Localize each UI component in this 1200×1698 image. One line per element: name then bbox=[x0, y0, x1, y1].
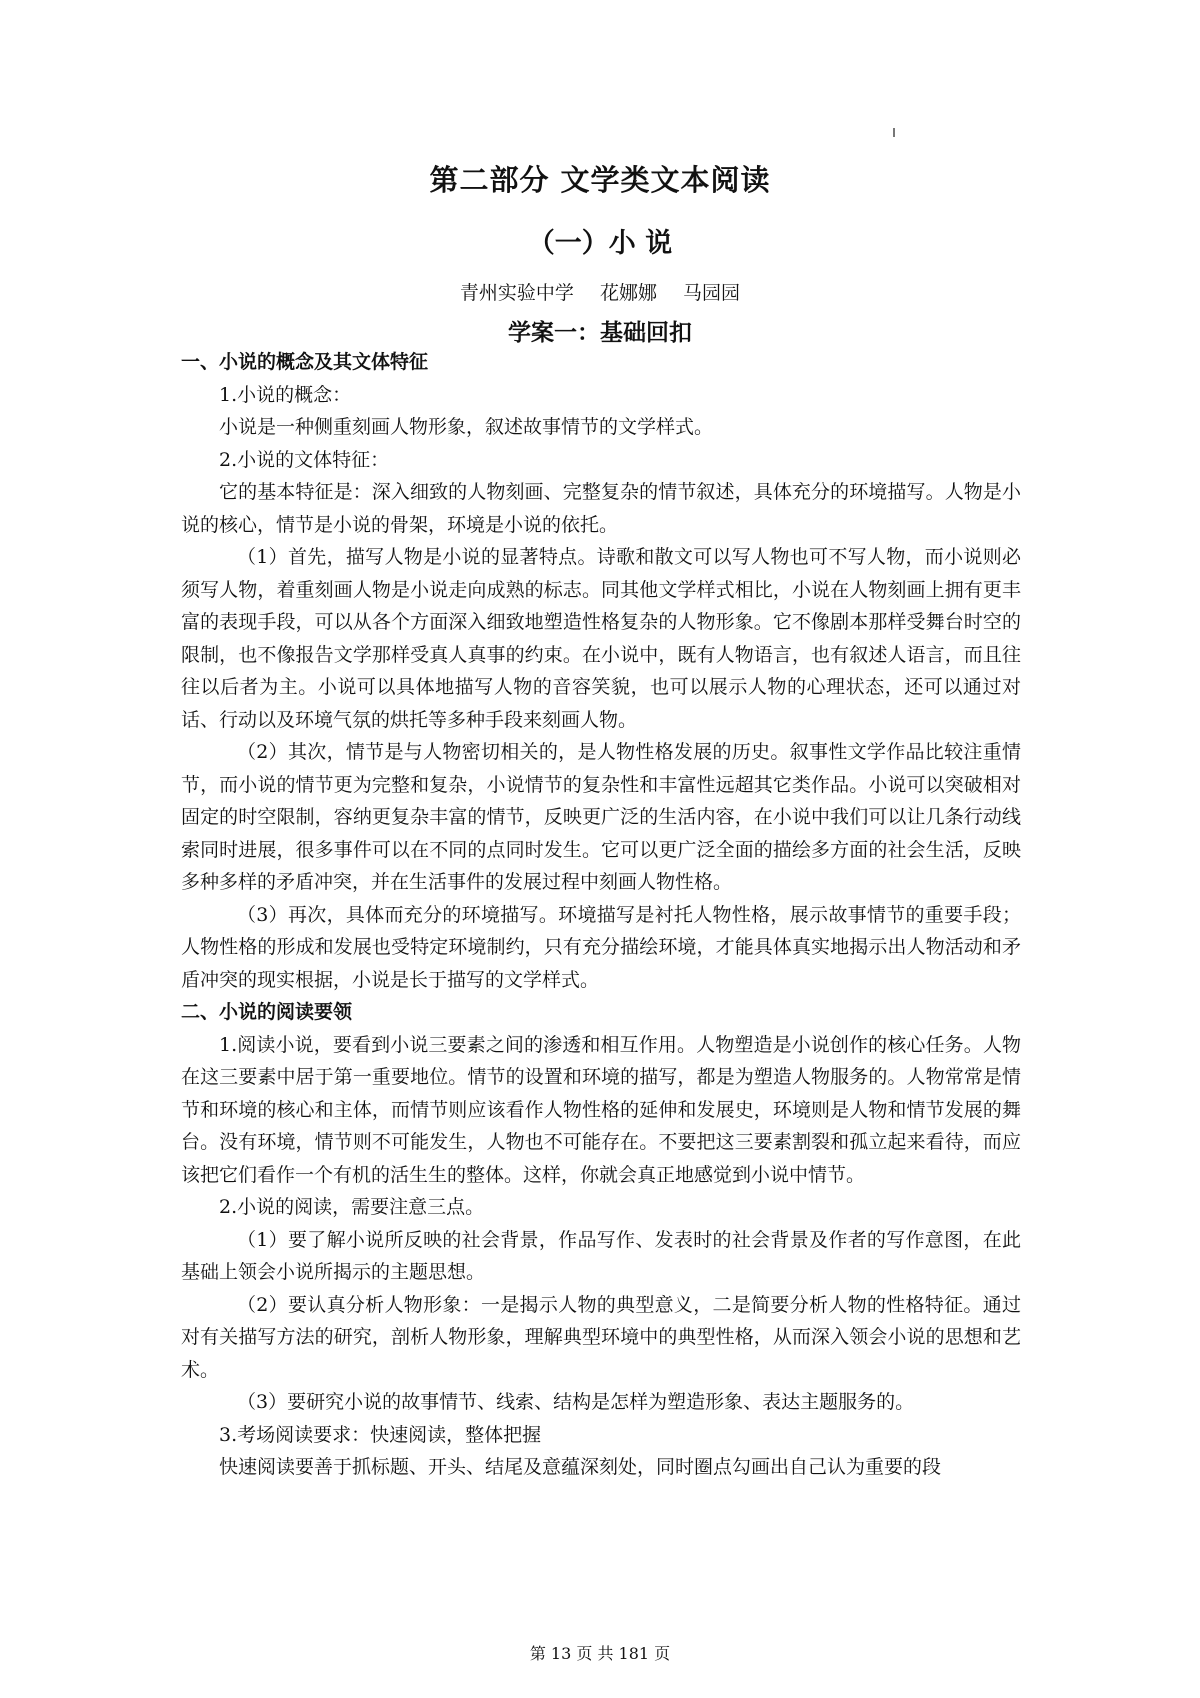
paragraph: 3.考场阅读要求：快速阅读，整体把握 bbox=[219, 1423, 542, 1446]
paragraph: （1）首先，描写人物是小说的显著特点。诗歌和散文可以写人物也可不写人物，而小说则必须写人物，着重刻画人物是小说走向成熟的标志。同其他文学样式相比，小说在人物刻画上拥有更丰富的表现手段，可以从各个方面深入细致地塑造性格复杂的人物形象。它不像剧本那样受舞台时空的限制，也不像报告文学那样受真人真事的约束。在小说中，既有人物语言，也有叙述人语言，而且往往以后者为主。小说可以具体地描写人物的音容笑貌，也可以展示人物的心理状态，还可以通过对话、行动以及环境气氛的烘托等多种手段来刻画人物。 bbox=[181, 546, 1021, 731]
paragraph: （2）要认真分析人物形象：一是揭示人物的典型意义，二是简要分析人物的性格特征。通过对有关描写方法的研究，剖析人物形象，理解典型环境中的典型性格，从而深入领会小说的思想和艺术。 bbox=[181, 1293, 1021, 1381]
heading-concept: 一、小说的概念及其文体特征 bbox=[181, 351, 429, 373]
case-title: 学案一：基础回扣 bbox=[508, 319, 692, 346]
document-body bbox=[181, 346, 1021, 1484]
paragraph: 它的基本特征是：深入细致的人物刻画、完整复杂的情节叙述，具体充分的环境描写。人物是小说的核心，情节是小说的骨架，环境是小说的依托。 bbox=[181, 481, 1021, 536]
section-title: （一）小 说 bbox=[527, 228, 673, 259]
paragraph: （3）要研究小说的故事情节、线索、结构是怎样为塑造形象、表达主题服务的。 bbox=[237, 1391, 915, 1413]
part-title: 第二部分 文学类文本阅读 bbox=[429, 163, 771, 197]
author-name-2: 马园园 bbox=[683, 282, 741, 304]
paragraph: （3）再次，具体而充分的环境描写。环境描写是衬托人物性格，展示故事情节的重要手段；人物性格的形成和发展也受特定环境制约，只有充分描绘环境，才能具体真实地揭示出人物活动和矛盾冲突的现实根据，小说是长于描写的文学样式。 bbox=[181, 903, 1021, 991]
paragraph: 2.小说的阅读，需要注意三点。 bbox=[219, 1196, 485, 1218]
paragraph: （1）要了解小说所反映的社会背景，作品写作、发表时的社会背景及作者的写作意图，在此基础上领会小说所揭示的主题思想。 bbox=[181, 1228, 1021, 1283]
heading-reading: 二、小说的阅读要领 bbox=[181, 1001, 353, 1023]
paragraph: 快速阅读要善于抓标题、开头、结尾及意蕴深刻处，同时圈点勾画出自己认为重要的段 bbox=[219, 1456, 942, 1478]
margin-mark bbox=[893, 128, 895, 137]
paragraph: 1.小说的概念： bbox=[219, 383, 352, 406]
author-line bbox=[0, 278, 1200, 305]
paragraph: （2）其次，情节是与人物密切相关的，是人物性格发展的历史。叙事性文学作品比较注重情节，而小说的情节更为完整和复杂，小说情节的复杂性和丰富性远超其它类作品。小说可以突破相对固定的时空限制，容纳更复杂丰富的情节，反映更广泛的生活内容，在小说中我们可以让几条行动线索同时进展，很多事件可以在不同的点同时发生。它可以更广泛全面的描绘多方面的社会生活，反映多种多样的矛盾冲突，并在生活事件的发展过程中刻画人物性格。 bbox=[181, 741, 1021, 893]
page-footer: 第 13 页 共 181 页 bbox=[529, 1644, 671, 1663]
paragraph: 2.小说的文体特征： bbox=[219, 448, 390, 471]
author-school: 青州实验中学 bbox=[459, 282, 574, 304]
paragraph: 小说是一种侧重刻画人物形象，叙述故事情节的文学样式。 bbox=[219, 416, 714, 438]
paragraph: 1.阅读小说，要看到小说三要素之间的渗透和相互作用。人物塑造是小说创作的核心任务。人物在这三要素中居于第一重要地位。情节的设置和环境的描写，都是为塑造人物服务的。人物常常是情节和环境的核心和主体，而情节则应该看作人物性格的延伸和发展史，环境则是人物和情节发展的舞台。没有环境，情节则不可能发生，人物也不可能存在。不要把这三要素割裂和孤立起来看待，而应该把它们看作一个有机的活生生的整体。这样，你就会真正地感觉到小说中情节。 bbox=[181, 1033, 1021, 1186]
author-name-1: 花娜娜 bbox=[599, 282, 657, 304]
